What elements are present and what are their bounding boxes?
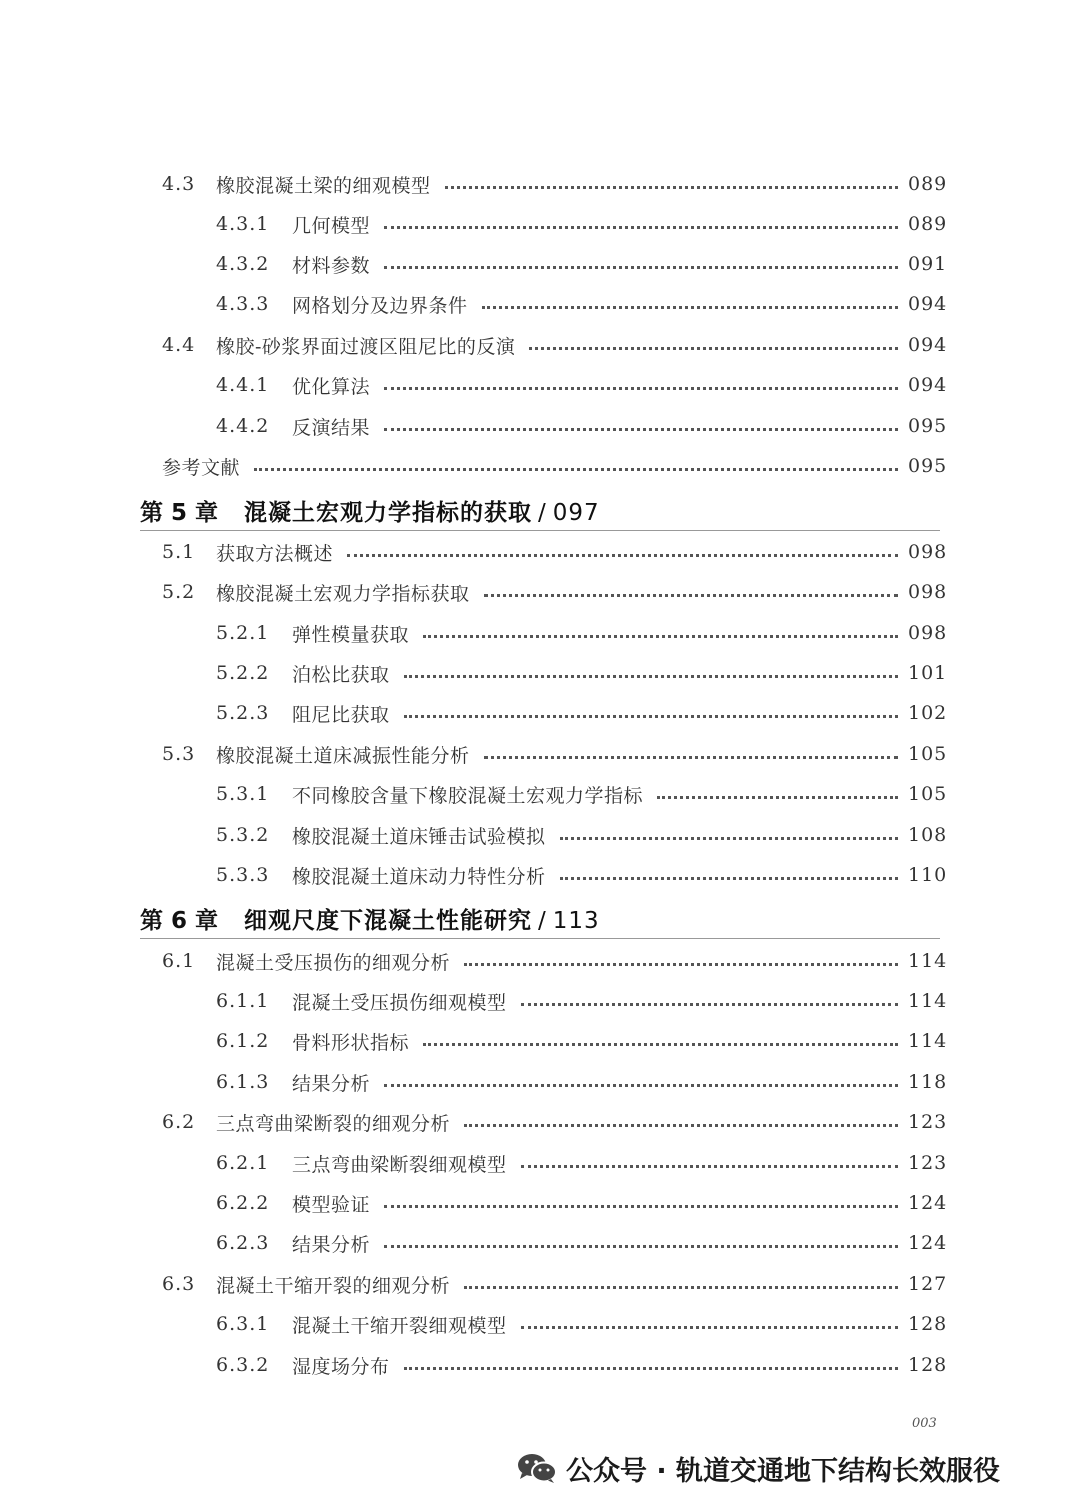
subsection-title: 阻尼比获取	[292, 703, 390, 726]
subsection-number: 6.1.1	[216, 990, 270, 1012]
toc-references-entry	[0, 446, 1080, 486]
subsection-number: 6.3.2	[216, 1354, 270, 1376]
toc-subsection-entry	[0, 815, 1080, 855]
entry-page-number: 094	[908, 334, 948, 356]
dot-leader	[384, 1243, 898, 1248]
entry-page-number: 124	[908, 1192, 948, 1214]
section-number: 6.1	[162, 950, 196, 972]
subsection-title: 混凝土受压损伤细观模型	[292, 991, 507, 1014]
entry-page-number: 094	[908, 293, 948, 315]
chapter-title-group	[244, 902, 600, 935]
entry-page-number: 105	[908, 743, 948, 765]
chapter-divider	[140, 530, 940, 531]
entry-page-number: 110	[908, 864, 948, 886]
entry-page-number: 098	[908, 541, 948, 563]
subsection-title: 弹性模量获取	[292, 623, 410, 646]
subsection-number: 6.3.1	[216, 1313, 270, 1335]
subsection-number: 6.2.2	[216, 1192, 270, 1214]
entry-page-number: 094	[908, 374, 948, 396]
dot-leader	[347, 552, 898, 557]
subsection-number: 6.2.3	[216, 1232, 270, 1254]
toc-subsection-entry	[0, 244, 1080, 284]
subsection-title: 反演结果	[292, 416, 371, 439]
subsection-number: 4.3.1	[216, 213, 270, 235]
entry-page-number: 127	[908, 1273, 948, 1295]
section-title: 橡胶混凝土宏观力学指标获取	[216, 582, 470, 605]
toc-chapter-heading	[0, 490, 1080, 530]
toc-subsection-entry	[0, 1062, 1080, 1102]
section-title: 橡胶混凝土梁的细观模型	[216, 174, 431, 197]
dot-leader	[482, 304, 898, 309]
toc-section-entry	[0, 734, 1080, 774]
toc-subsection-entry	[0, 204, 1080, 244]
section-number: 6.2	[162, 1111, 196, 1133]
chapter-title: 混凝土宏观力学指标的获取	[244, 499, 532, 526]
dot-leader	[384, 426, 898, 431]
subsection-number: 6.1.3	[216, 1071, 270, 1093]
section-number: 5.1	[162, 541, 196, 563]
toc-subsection-entry	[0, 653, 1080, 693]
subsection-title: 骨料形状指标	[292, 1031, 410, 1054]
page-number: 003	[912, 1416, 937, 1431]
subsection-title: 材料参数	[292, 254, 371, 277]
toc-section-entry	[0, 532, 1080, 572]
toc-section-entry	[0, 1102, 1080, 1142]
toc-section-entry	[0, 164, 1080, 204]
toc-subsection-entry	[0, 693, 1080, 733]
dot-leader	[521, 1163, 898, 1168]
subsection-title: 三点弯曲梁断裂细观模型	[292, 1153, 507, 1176]
dot-leader	[404, 673, 898, 678]
chapter-page: 097	[552, 499, 600, 526]
dot-leader	[254, 466, 898, 471]
subsection-number: 4.4.1	[216, 374, 270, 396]
subsection-number: 4.3.2	[216, 253, 270, 275]
dot-leader	[560, 835, 898, 840]
dot-leader	[521, 1001, 898, 1006]
subsection-title: 湿度场分布	[292, 1355, 390, 1378]
toc-section-entry	[0, 325, 1080, 365]
subsection-number: 6.1.2	[216, 1030, 270, 1052]
section-title: 橡胶-砂浆界面过渡区阻尼比的反演	[216, 335, 516, 358]
toc-subsection-entry	[0, 406, 1080, 446]
section-title: 混凝土受压损伤的细观分析	[216, 951, 451, 974]
dot-leader	[384, 1082, 898, 1087]
toc-subsection-entry	[0, 855, 1080, 895]
toc-subsection-entry	[0, 1143, 1080, 1183]
subsection-title: 混凝土干缩开裂细观模型	[292, 1314, 507, 1337]
entry-page-number: 091	[908, 253, 948, 275]
subsection-title: 优化算法	[292, 375, 371, 398]
toc-subsection-entry	[0, 774, 1080, 814]
entry-page-number: 101	[908, 662, 948, 684]
toc-section-entry	[0, 572, 1080, 612]
section-number: 5.2	[162, 581, 196, 603]
dot-leader	[384, 224, 898, 229]
subsection-title: 橡胶混凝土道床锤击试验模拟	[292, 825, 546, 848]
dot-leader	[404, 713, 898, 718]
toc-section-entry	[0, 1264, 1080, 1304]
entry-page-number: 124	[908, 1232, 948, 1254]
subsection-title: 结果分析	[292, 1233, 371, 1256]
entry-page-number: 095	[908, 415, 948, 437]
subsection-title: 泊松比获取	[292, 663, 390, 686]
entry-page-number: 108	[908, 824, 948, 846]
section-title: 橡胶混凝土道床减振性能分析	[216, 744, 470, 767]
dot-leader	[423, 1041, 898, 1046]
toc-subsection-entry	[0, 1183, 1080, 1223]
toc-subsection-entry	[0, 284, 1080, 324]
dot-leader	[384, 1203, 898, 1208]
subsection-number: 5.3.3	[216, 864, 270, 886]
entry-page-number: 123	[908, 1152, 948, 1174]
dot-leader	[464, 961, 898, 966]
entry-page-number: 102	[908, 702, 948, 724]
subsection-number: 5.2.2	[216, 662, 270, 684]
chapter-number: 第 5 章	[140, 499, 219, 526]
subsection-number: 4.3.3	[216, 293, 270, 315]
dot-leader	[384, 264, 898, 269]
toc-subsection-entry	[0, 1304, 1080, 1344]
subsection-title: 几何模型	[292, 214, 371, 237]
subsection-number: 4.4.2	[216, 415, 270, 437]
toc-subsection-entry	[0, 981, 1080, 1021]
toc-section-entry	[0, 941, 1080, 981]
section-number: 4.4	[162, 334, 196, 356]
toc-chapter-heading	[0, 898, 1080, 938]
chapter-title-group	[244, 494, 600, 527]
toc-subsection-entry	[0, 1345, 1080, 1385]
toc-subsection-entry	[0, 365, 1080, 405]
entry-page-number: 114	[908, 990, 948, 1012]
dot-leader	[384, 385, 898, 390]
subsection-title: 网格划分及边界条件	[292, 294, 468, 317]
dot-leader	[529, 345, 898, 350]
entry-page-number: 098	[908, 581, 948, 603]
section-title: 获取方法概述	[216, 542, 334, 565]
subsection-number: 6.2.1	[216, 1152, 270, 1174]
dot-leader	[560, 875, 898, 880]
entry-page-number: 118	[908, 1071, 948, 1093]
subsection-title: 模型验证	[292, 1193, 371, 1216]
subsection-title: 不同橡胶含量下橡胶混凝土宏观力学指标	[292, 784, 644, 807]
dot-leader	[404, 1365, 898, 1370]
entry-page-number: 089	[908, 173, 948, 195]
entry-page-number: 089	[908, 213, 948, 235]
section-title: 混凝土干缩开裂的细观分析	[216, 1274, 451, 1297]
toc-subsection-entry	[0, 613, 1080, 653]
subsection-number: 5.2.1	[216, 622, 270, 644]
entry-page-number: 123	[908, 1111, 948, 1133]
dot-leader	[464, 1122, 898, 1127]
entry-page-number: 114	[908, 950, 948, 972]
section-number: 5.3	[162, 743, 196, 765]
watermark-text: 公众号 · 轨道交通地下结构长效服役	[566, 1455, 1001, 1487]
section-number: 6.3	[162, 1273, 196, 1295]
dot-leader	[445, 184, 898, 189]
entry-page-number: 095	[908, 455, 948, 477]
dot-leader	[423, 633, 898, 638]
dot-leader	[657, 794, 898, 799]
dot-leader	[464, 1284, 898, 1289]
subsection-number: 5.3.2	[216, 824, 270, 846]
chapter-number: 第 6 章	[140, 907, 219, 934]
dot-leader	[521, 1324, 898, 1329]
dot-leader	[484, 592, 898, 597]
references-title: 参考文献	[162, 456, 241, 479]
chapter-divider	[140, 938, 940, 939]
chapter-page-separator: /	[538, 499, 547, 526]
entry-page-number: 098	[908, 622, 948, 644]
subsection-title: 橡胶混凝土道床动力特性分析	[292, 865, 546, 888]
dot-leader	[484, 754, 898, 759]
subsection-title: 结果分析	[292, 1072, 371, 1095]
chapter-page-separator: /	[538, 907, 547, 934]
chapter-title: 细观尺度下混凝土性能研究	[244, 907, 532, 934]
toc-subsection-entry	[0, 1021, 1080, 1061]
entry-page-number: 128	[908, 1313, 948, 1335]
subsection-number: 5.2.3	[216, 702, 270, 724]
subsection-number: 5.3.1	[216, 783, 270, 805]
section-number: 4.3	[162, 173, 196, 195]
wechat-icon	[516, 1452, 558, 1484]
entry-page-number: 105	[908, 783, 948, 805]
wechat-watermark	[516, 1448, 1000, 1488]
entry-page-number: 128	[908, 1354, 948, 1376]
toc-subsection-entry	[0, 1223, 1080, 1263]
entry-page-number: 114	[908, 1030, 948, 1052]
chapter-page: 113	[552, 907, 600, 934]
section-title: 三点弯曲梁断裂的细观分析	[216, 1112, 451, 1135]
